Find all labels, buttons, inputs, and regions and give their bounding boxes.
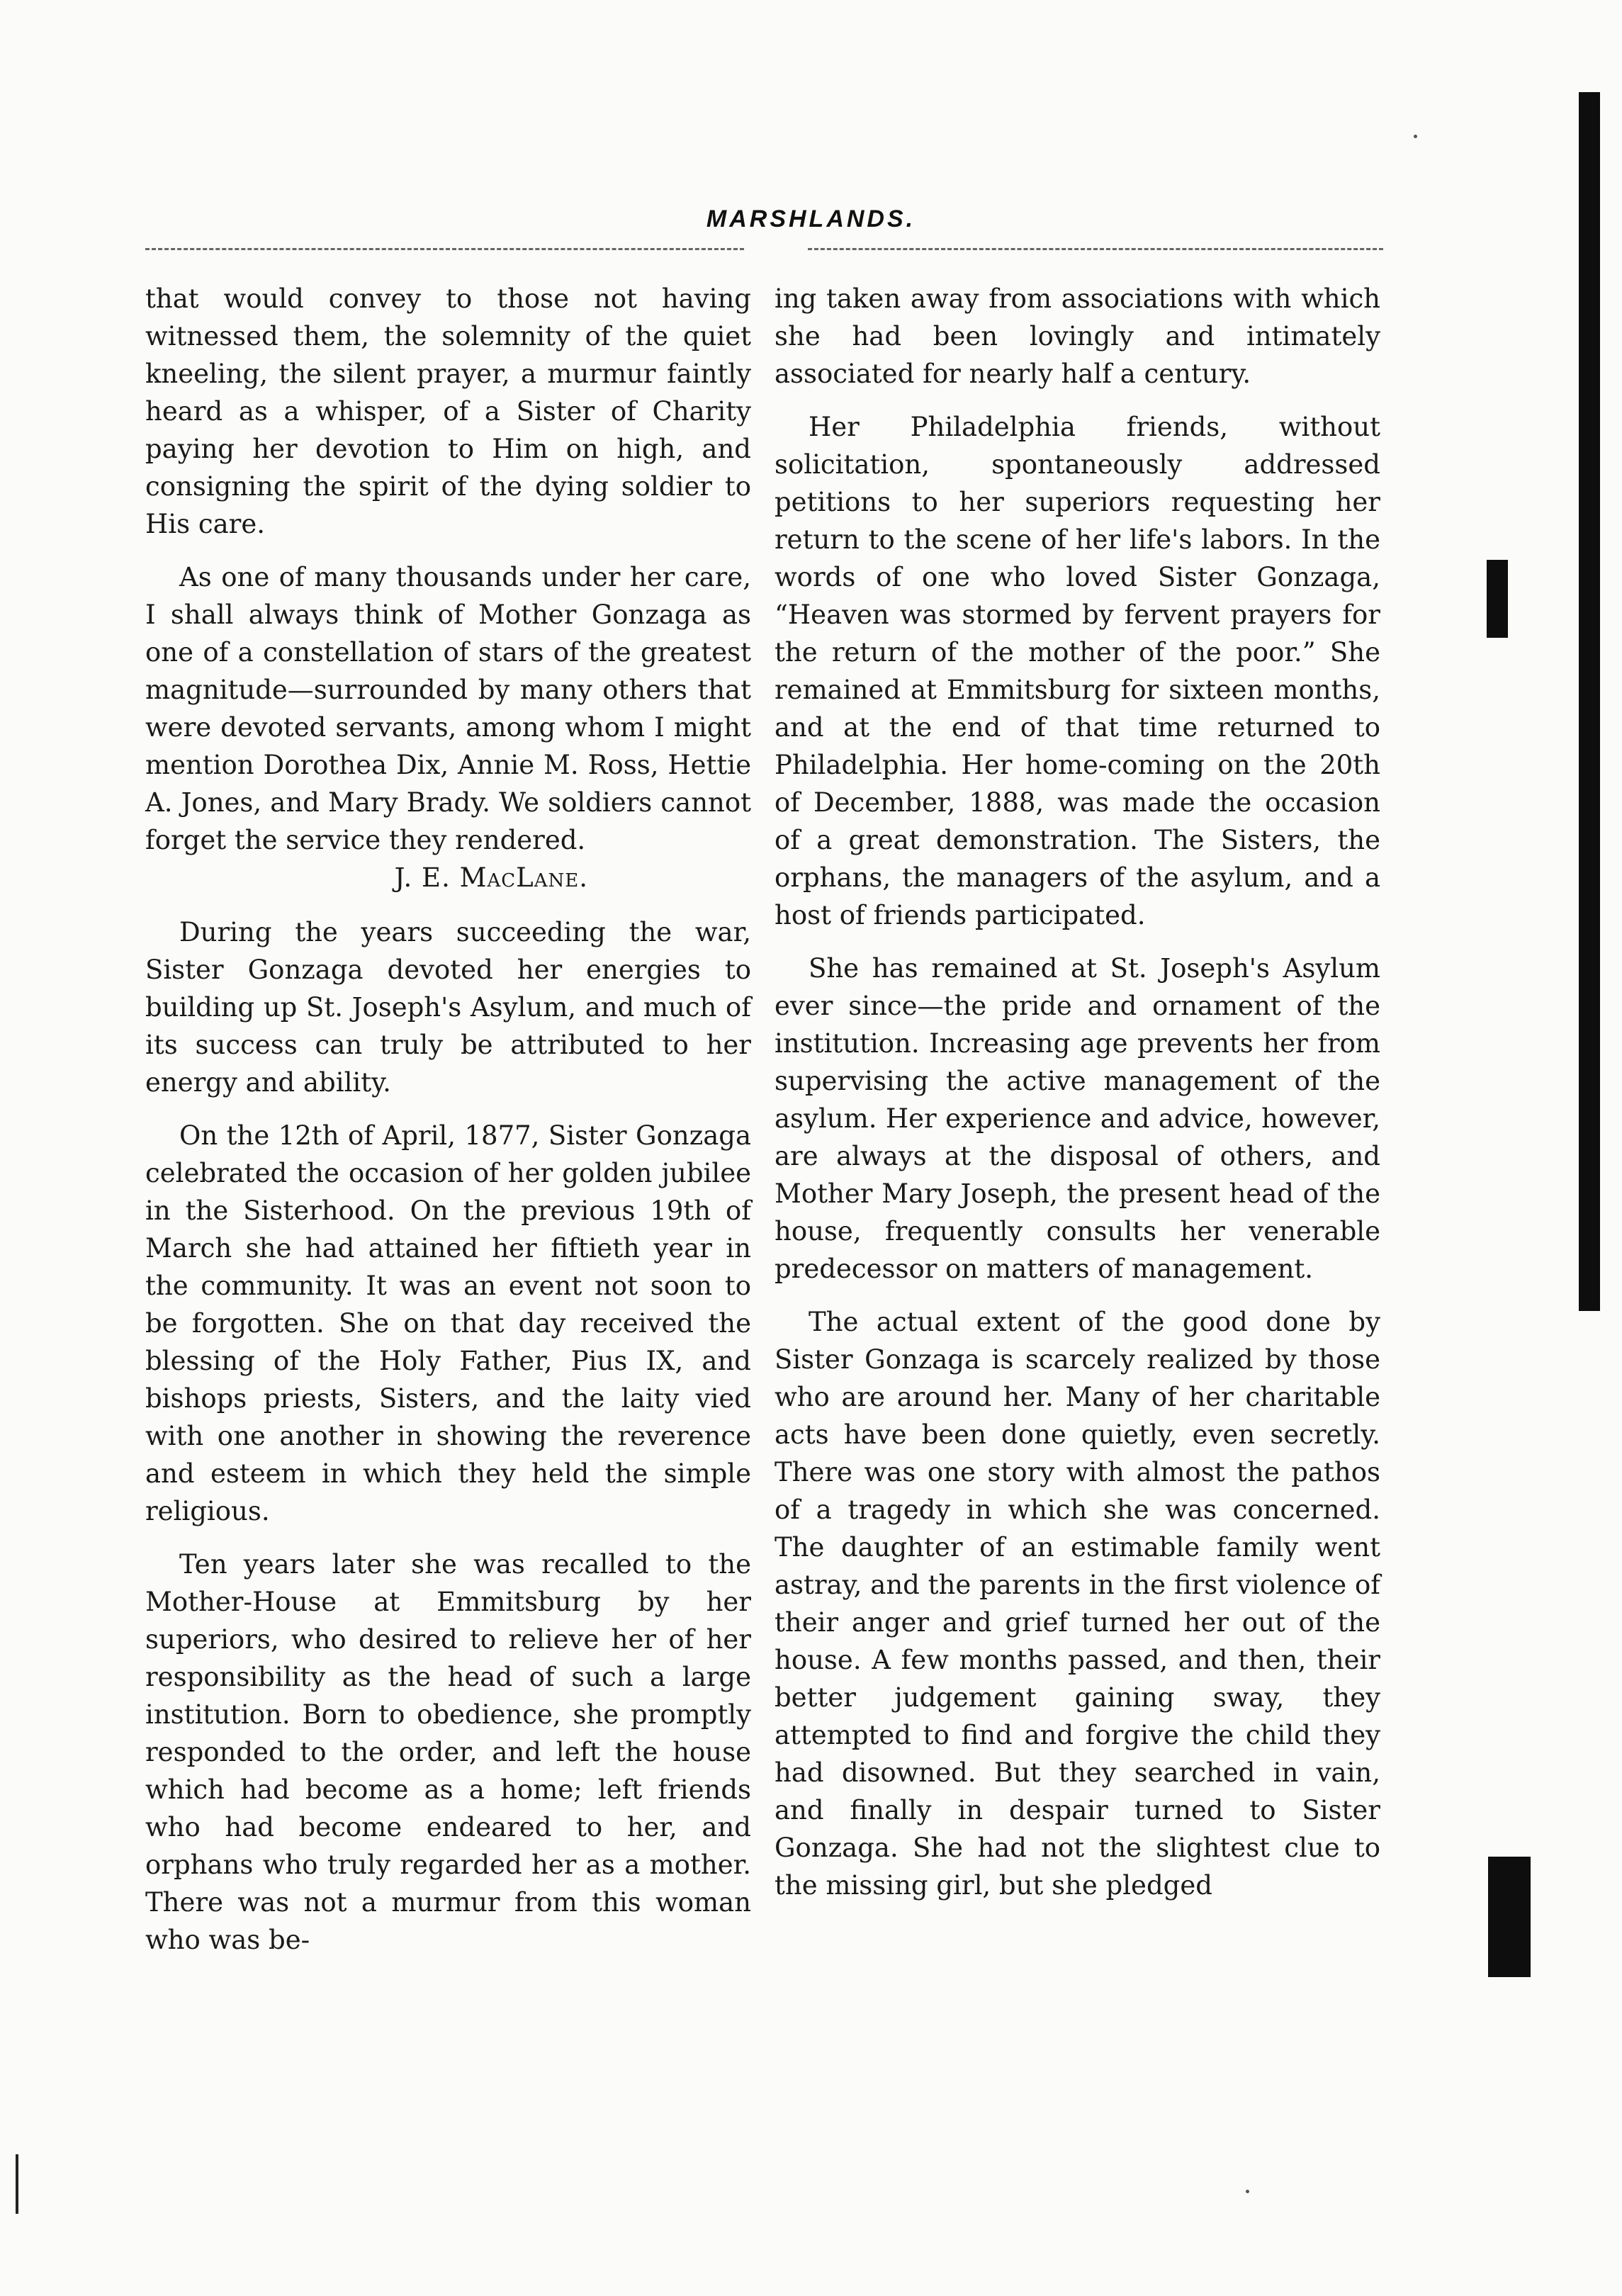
speck: [1414, 135, 1417, 138]
running-title: MARSHLANDS.: [706, 206, 916, 232]
paragraph: The actual extent of the good done by Sister Gonzaga is scarcely realized by those who are around her. Many of her charitable acts have been done quietly, even secretly. There was one story with almost the pathos of a tragedy in which she was concerned. The daughter of an estimable family went astray, and the parents in the first violence of their anger and grief turned her out of the house. A few months passed, and then, their better judgement gaining sway, they attempted to find and forgive the child they had disowned. But they searched in vain, and finally in despair turned to Sister Gonzaga. She had not the slightest clue to the missing girl, but she pledged: [775, 1307, 1380, 1901]
scan-edge-bar: [1579, 92, 1600, 1311]
speck: [1246, 2190, 1249, 2193]
scan-edge-mark: [1487, 560, 1508, 638]
paragraph: She has remained at St. Joseph's Asylum ever since—the pride and ornament of the institution. Increasing age prevents her from supervising the active management of the asylum. Her experience and advice, however, are always at the disposal of others, and Mother Mary Joseph, the present head of the house, frequently consults her venerable predecessor on matters of management.: [775, 953, 1380, 1284]
paragraph: that would convey to those not having witnessed them, the solemnity of the quiet kneeling, the silent prayer, a murmur faintly heard as a whisper, of a Sister of Charity paying her devotion to Him on high, and consigning the spirit of the dying soldier to His care.: [145, 283, 751, 539]
scan-edge-mark: [1488, 1857, 1531, 1977]
paragraph: ing taken away from associations with which she had been lovingly and intimately associated for nearly half a century.: [775, 283, 1380, 389]
margin-mark: [16, 2154, 18, 2214]
author-signature: J. E. MacLane.: [394, 862, 588, 893]
paragraph: Ten years later she was recalled to the Mother-House at Emmitsburg by her superiors, who desired to relieve her of her responsibility as the head of such a large institution. Born to obedience, she promptly responded to the order, and left the house which had become as a home; left friends who had become endeared to her, and orphans who truly regarded her as a mother. There was not a murmur from this woman who was be-: [145, 1549, 751, 1955]
right-column: [775, 280, 1380, 1920]
paragraph: On the 12th of April, 1877, Sister Gonzaga celebrated the occasion of her golden jubilee in the Sisterhood. On the previous 19th of March she had attained her fiftieth year in the community. It was an event not soon to be forgotten. She on that day received the blessing of the Holy Father, Pius IX, and bishops priests, Sisters, and the laity vied with one another in showing the reverence and esteem in which they held the simple religious.: [145, 1120, 751, 1526]
paragraph: Her Philadelphia friends, without solicitation, spontaneously addressed petitions to her superiors requesting her return to the scene of her life's labors. In the words of one who loved Sister Gonzaga, “Heaven was stormed by fervent prayers for the return of the mother of the poor.” She remained at Emmitsburg for sixteen months, and at the end of that time returned to Philadelphia. Her home-coming on the 20th of December, 1888, was made the occasion of a great demonstration. The Sisters, the orphans, the managers of the asylum, and a host of friends participated.: [775, 412, 1380, 930]
header-rule-right: [808, 248, 1383, 250]
header-rule-left: [145, 248, 744, 250]
left-column: [145, 280, 751, 1974]
paragraph: As one of many thousands under her care, I shall always think of Mother Gonzaga as one of a constellation of stars of the greatest magnitude—surrounded by many others that were devoted servants, among whom I might mention Dorothea Dix, Annie M. Ross, Hettie A. Jones, and Mary Brady. We soldiers cannot forget the service they rendered.: [145, 562, 751, 855]
paragraph: During the years succeeding the war, Sister Gonzaga devoted her energies to building up St. Joseph's Asylum, and much of its success can truly be attributed to her energy and ability.: [145, 917, 751, 1098]
